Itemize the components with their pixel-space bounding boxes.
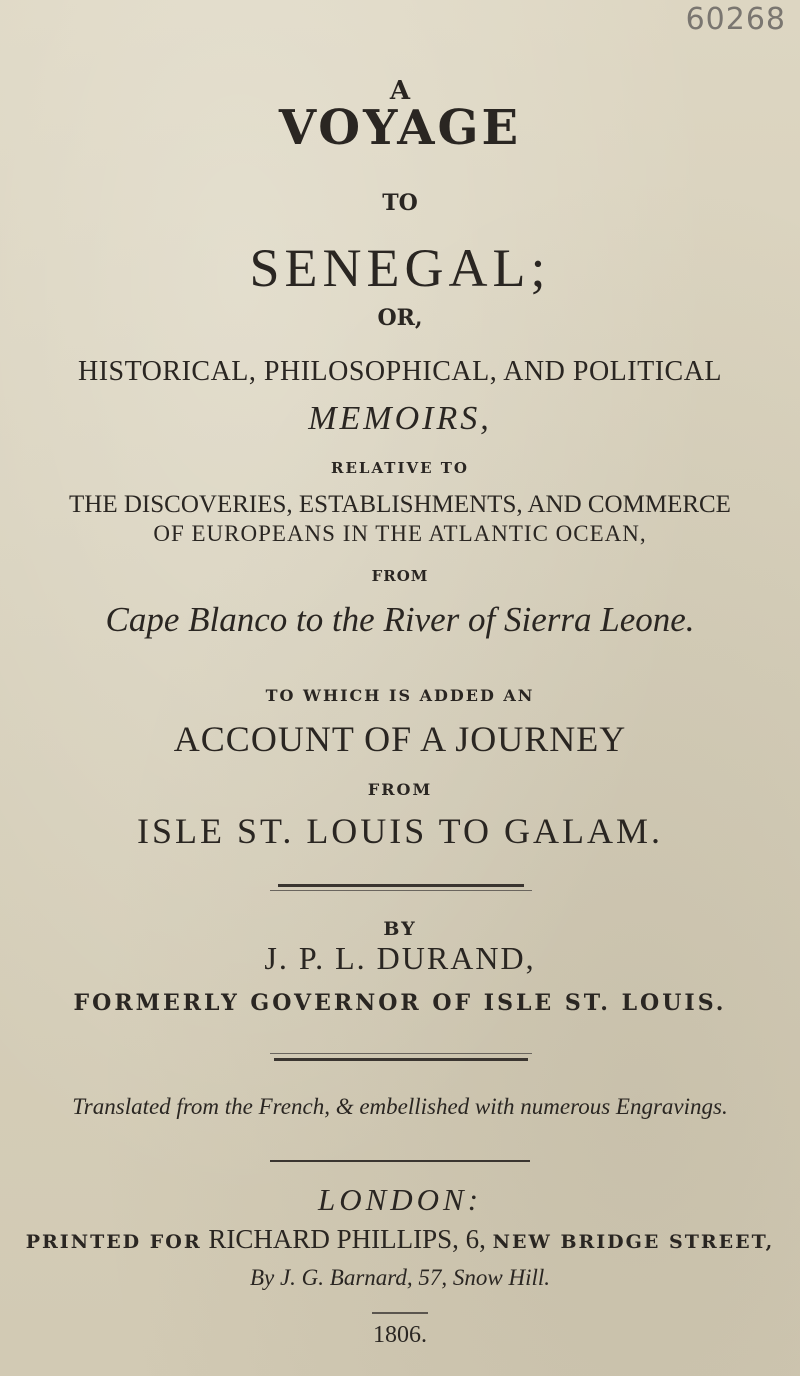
- title-connector-or: OR,: [377, 305, 423, 331]
- discoveries-line-1: THE DISCOVERIES, ESTABLISHMENTS, AND COMMERCE: [69, 491, 731, 518]
- relative-to-label: RELATIVE TO: [331, 459, 469, 477]
- account-line: ACCOUNT OF A JOURNEY: [173, 719, 627, 759]
- divider-rule-2-thin: [270, 1053, 532, 1054]
- title-main: VOYAGE: [278, 100, 522, 156]
- divider-rule-1-thin: [270, 890, 532, 891]
- author-name: J. P. L. DURAND,: [264, 940, 536, 976]
- divider-rule-1: [278, 884, 524, 887]
- discoveries-line-2: OF EUROPEANS IN THE ATLANTIC OCEAN,: [153, 521, 647, 546]
- printer-line: By J. G. Barnard, 57, Snow Hill.: [249, 1265, 551, 1290]
- subtitle-line-1: HISTORICAL, PHILOSOPHICAL, AND POLITICAL: [77, 356, 723, 387]
- divider-rule-3: [270, 1160, 530, 1162]
- title-connector-to: TO: [382, 190, 418, 216]
- publisher-address: NEW BRIDGE STREET,: [492, 1231, 775, 1253]
- subtitle-line-2: MEMOIRS,: [308, 400, 492, 437]
- divider-rule-4: [372, 1312, 428, 1314]
- added-line: TO WHICH IS ADDED AN: [265, 686, 535, 705]
- from-label-2: FROM: [367, 780, 433, 799]
- title-destination: SENEGAL;: [249, 238, 551, 298]
- imprint-publisher-line: [0, 1224, 800, 1255]
- imprint-place: LONDON:: [317, 1182, 483, 1217]
- title-article: A: [389, 76, 411, 106]
- translation-note: Translated from the French, & embellished with numerous Engravings.: [72, 1094, 728, 1119]
- by-label: BY: [383, 918, 417, 940]
- author-title: FORMERLY GOVERNOR OF ISLE ST. LOUIS.: [73, 990, 727, 1016]
- region-line: Cape Blanco to the River of Sierra Leone.: [105, 600, 695, 639]
- from-label: FROM: [371, 567, 429, 585]
- divider-rule-2: [274, 1058, 528, 1061]
- shelfmark: 60268: [685, 2, 786, 37]
- publisher-name: RICHARD PHILLIPS, 6,: [208, 1224, 486, 1254]
- publication-year: 1806.: [373, 1322, 427, 1348]
- printed-for-label: PRINTED FOR: [25, 1231, 202, 1253]
- journey-route: ISLE ST. LOUIS TO GALAM.: [136, 811, 663, 851]
